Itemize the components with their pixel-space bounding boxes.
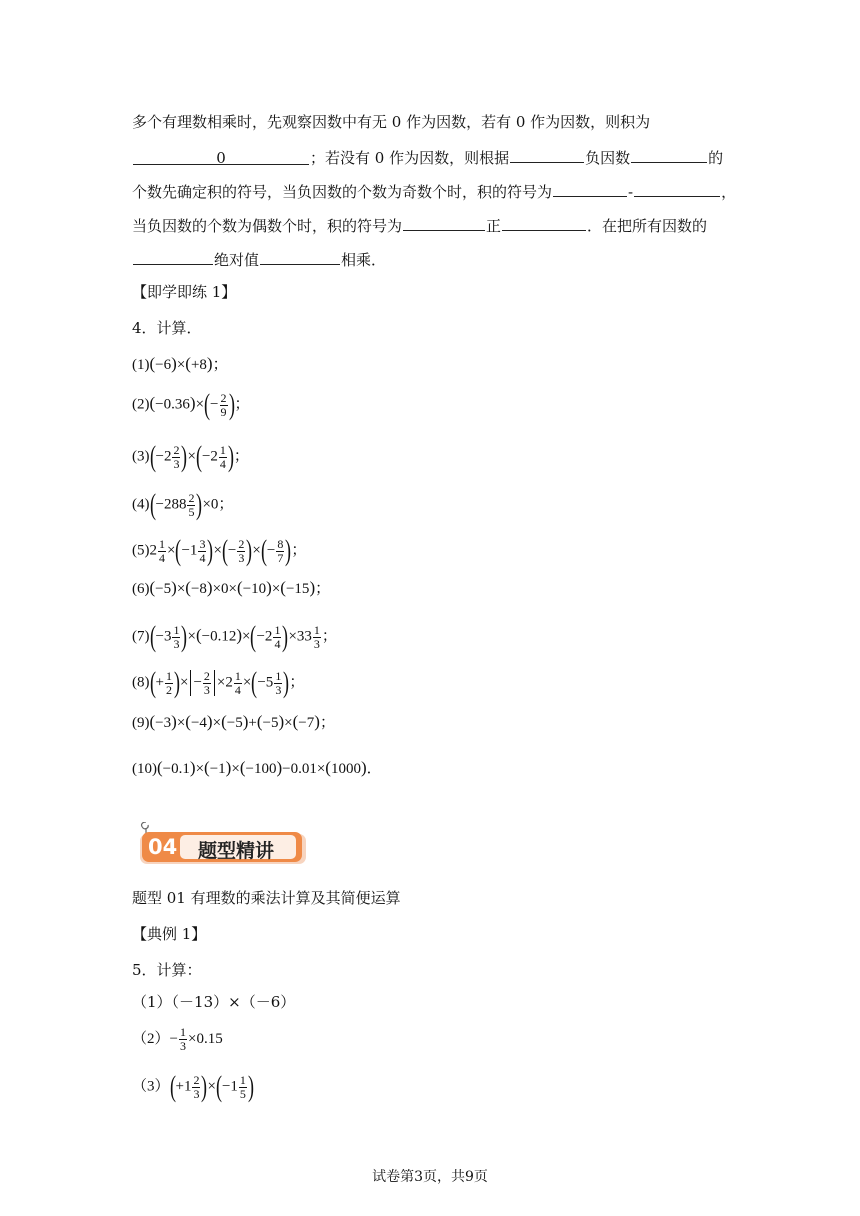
answer-blank	[634, 180, 720, 197]
answer-blank	[502, 214, 586, 231]
question-5-title: 5．计算：	[132, 961, 202, 979]
intro-text: ，	[721, 183, 737, 201]
q4-item-7: (7)(−3 $\frac{1}{3}$ )×(−0.12)×(−2 $\frac{1}{4}$ )×33 $\frac{1}{3}$ ；	[132, 620, 337, 653]
item-number: （2）	[132, 1030, 170, 1047]
item-number: (3)	[132, 448, 150, 465]
practice-heading: 【即学即练 1】	[132, 283, 237, 301]
answer-blank	[133, 248, 213, 265]
q4-item-3: (3)(−2 $\frac{2}{3}$ )×(−2 $\frac{1}{4}$ )；	[132, 440, 249, 473]
intro-line-2	[132, 146, 723, 168]
badge-number: 04	[148, 835, 178, 859]
item-number: (8)	[132, 674, 150, 691]
answer-blank	[403, 214, 485, 231]
item-number: (5)	[132, 542, 150, 559]
intro-line-1	[132, 112, 650, 132]
q5-item-2: （2）− $\frac{1}{3}$ ×0.15	[132, 1025, 223, 1053]
item-number: (9)	[132, 715, 150, 731]
q4-item-6: (6)(−5)×(−8)×0×(−10)×(−15)；	[132, 578, 331, 597]
intro-text: ；若没有 0 作为因数，则根据	[310, 149, 510, 167]
q4-item-1: (1)(−6)×(+8)；	[132, 354, 228, 373]
item-number: (7)	[132, 628, 150, 645]
item-number: (4)	[132, 496, 150, 513]
q4-item-10: (10)(−0.1)×(−1)×(−100)−0.01×(1000)．	[132, 758, 382, 777]
intro-text: 多个有理数相乘时，先观察因数中有无 0 作为因数，若有 0 作为因数，则积为	[132, 113, 651, 131]
badge-title: 题型精讲	[198, 840, 275, 862]
q4-item-2: (2)(−0.36)×(− $\frac{2}{9}$ )；	[132, 388, 250, 421]
answer-blank	[133, 148, 309, 165]
answer-blank	[631, 146, 707, 163]
answer-text: -	[628, 183, 634, 201]
answer-blank	[510, 146, 584, 163]
section-badge	[140, 822, 306, 864]
intro-line-5	[132, 248, 386, 270]
example-heading: 【典例 1】	[132, 925, 207, 943]
item-number: (10)	[132, 761, 157, 777]
q4-item-4: (4)(−288 $\frac{2}{5}$ )×0；	[132, 488, 234, 521]
q4-item-5: (5)2 $\frac{1}{4}$ ×(−1 $\frac{3}{4}$ )×(− $\frac{2}{3}$ )×(− $\frac{8}{7}$ )；	[132, 534, 307, 567]
answer-blank	[260, 248, 340, 265]
answer-text: 0	[216, 149, 226, 167]
item-number: （3）	[132, 1078, 170, 1095]
item-number: (1)	[132, 357, 150, 373]
answer-text: 绝对值	[214, 251, 260, 269]
type-01-heading: 题型 01 有理数的乘法计算及其简便运算	[132, 889, 401, 907]
q5-item-3: （3）(+1 $\frac{2}{3}$ )×(−1 $\frac{1}{5}$ )	[132, 1070, 254, 1103]
intro-text: 个数先确定积的符号，当负因数的个数为奇数个时，积的符号为	[132, 183, 553, 201]
intro-text: 当负因数的个数为偶数个时，积的符号为	[132, 217, 403, 235]
item-number: (6)	[132, 581, 150, 597]
q4-item-8: (8)(+ $\frac{1}{2}$ )× − $\frac{2}{3}$ ×2 $\frac{1}{4}$ ×(−5 $\frac{1}{3}$ )；	[132, 666, 305, 699]
q4-item-9: (9)(−3)×(−4)×(−5)+(−5)×(−7)；	[132, 712, 335, 731]
intro-text: 相乘．	[341, 251, 387, 269]
intro-text: 的	[708, 149, 724, 167]
intro-line-4	[132, 214, 707, 236]
intro-text: ．在把所有因数的	[587, 217, 708, 235]
question-4-title: 4．计算．	[132, 319, 202, 337]
item-number: (2)	[132, 396, 150, 413]
intro-line-3	[132, 180, 736, 202]
answer-text: 正	[486, 217, 502, 235]
page-footer: 试卷第3页，共9页	[372, 1169, 488, 1185]
q5-item-1: （1）（－13）×（－6）	[132, 993, 296, 1011]
answer-blank	[553, 180, 627, 197]
answer-text: 负因数	[585, 149, 631, 167]
